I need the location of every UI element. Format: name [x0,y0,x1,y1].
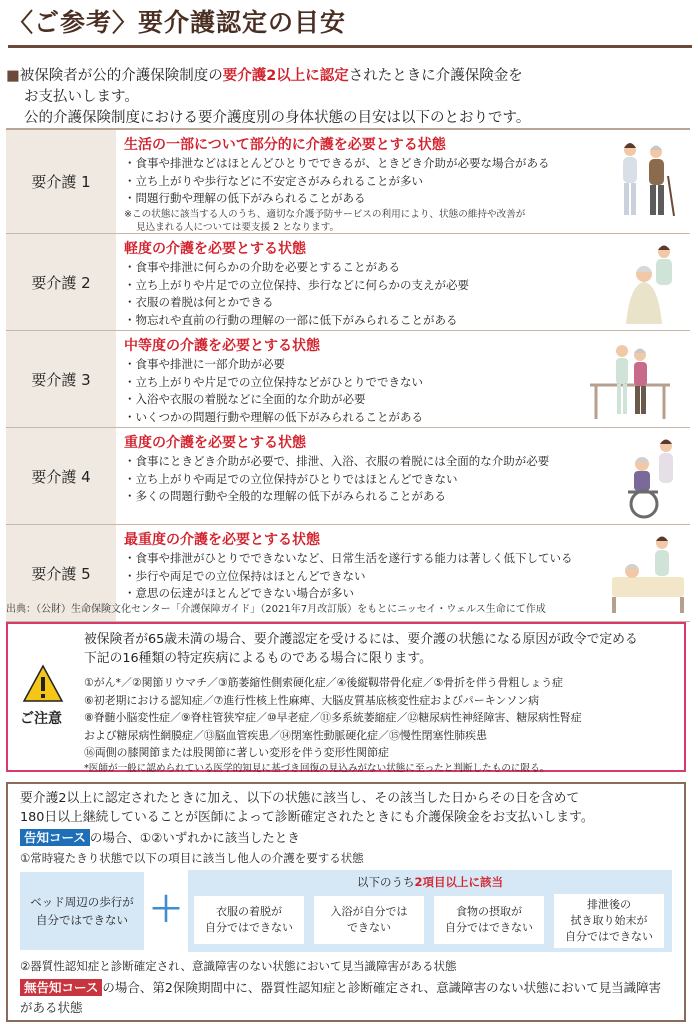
intro-text [6,66,686,129]
care-level-description [124,239,610,329]
condition-item-line: 自分ではできない [205,921,293,934]
disease-list-note: *医師が一般に認められている医学的知見に基づき回復の見込みがない状態に至ったと判断したものに限る。 [84,762,550,774]
intro-line1-post: されたときに介護保険金を [348,68,523,84]
panel-title-pre: 以下のうち [356,875,415,889]
source-citation: 出典：（公財）生命保険文化センター「介護保障ガイド」（2021年7月改訂版）をもとにニッセイ・ウェルス生命にて作成 [6,604,546,615]
caution-line: 被保険者が65歳未満の場合、要介護認定を受けるには、要介護の状態になる原因が政令で定める [84,632,638,647]
warning-icon [22,664,64,704]
square-bullet-icon: ■ [6,68,20,84]
intro-line-3: 公的介護保険制度における要介護度別の身体状態の目安は以下のとおりです。 [24,110,531,126]
care-level-description [124,135,610,234]
caution-box [6,622,686,772]
care-level-name: 要介護 1 [6,130,116,233]
care-level-bullet: ・食事や排泄に何らかの介助を必要とすることがある [124,260,400,274]
care-level-bullet: ・入浴や衣服の着脱などに全面的な介助が必要 [124,392,366,406]
condition-item-line: 排泄後の [587,898,631,911]
two-or-more-panel [188,870,672,952]
care-level-bullet: ・食事や排泄に一部介助が必要 [124,357,285,371]
panel-title-highlight: 2項目以上に該当 [414,875,503,889]
intro-highlight: 要介護2以上に認定 [222,68,349,84]
caution-label: ご注意 [20,711,62,727]
care-level-description [124,336,610,426]
care-level-note: 見込まれる人については要支援 2 となります。 [136,221,340,233]
care-level-name: 要介護 4 [6,428,116,524]
disease-list-line: ⑯両側の膝関節または股関節に著しい変形を伴う変形性関節症 [84,746,389,759]
plus-icon: ＋ [149,890,183,930]
disease-list-line: および糖尿病性網膜症／⑬脳血管疾患／⑭閉塞性動脈硬化症／⑮慢性閉塞性肺疾患 [84,728,487,742]
care-level-heading: 中等度の介護を必要とする状態 [124,338,320,354]
care-level-bullet: ・多くの問題行動や全般的な理解の低下がみられることがある [124,489,446,503]
care-level-bullet: ・意思の伝達がほとんどできない場合が多い [124,586,354,600]
caution-line: 下記の16種類の特定疾病によるものである場合に限ります。 [84,651,432,666]
care-level-bullet: ・物忘れや直前の行動の理解の一部に低下がみられることがある [124,312,458,327]
care-level-note: ※この状態に該当する人のうち、適切な介護予防サービスの利用により、状態の維持や改善が [124,208,526,220]
care-level-heading: 生活の一部について部分的に介護を必要とする状態 [124,137,446,153]
intro-line1-pre: 被保険者が公的介護保険制度の [19,68,223,84]
panel-title [188,874,672,890]
care-level-row-4 [6,428,690,525]
title-block [8,4,692,44]
bed-care-illustration-icon [608,531,688,617]
bed-walking-condition-box [20,872,144,950]
walking-assist-illustration-icon [608,136,688,222]
payment-line: 180日以上継続していることが医師によって診断確定されたときにも介護保険金をお支払いします。 [20,809,594,825]
care-level-name: 要介護 3 [6,331,116,427]
title-underline [8,45,692,48]
payment-conditions-box [6,782,686,1022]
care-level-bullet: ・歩行や両足での立位保持はほとんどできない [124,568,366,583]
care-level-bullet: ・問題行動や理解の低下がみられることがある [124,191,366,205]
no-disclosure-course-tag: 無告知コース [20,979,102,996]
course-1-text: の場合、①②いずれかに該当したとき [89,830,300,845]
caution-description [84,630,684,668]
course-2-line [20,978,661,996]
condition-item-line: できない [347,921,391,934]
condition-item-dressing [194,896,304,944]
disease-list-line: ⑥初老期における認知症／⑦進行性核上性麻痺、大脳皮質基底核変性症およびパーキンソン病 [84,693,540,707]
condition-item-eating [434,896,544,944]
care-level-row-1 [6,128,690,234]
care-level-bullet: ・立ち上がりや片足での立位保持などがひとりでできない [124,374,423,389]
intro-line-1 [6,66,686,87]
course-1-line [20,828,300,846]
payment-line: 要介護2以上に認定されたときに加え、以下の状態に該当し、その該当した日からその日を含めて [20,791,580,806]
condition-item-bathing [314,896,424,944]
payment-conditions-text [20,790,676,827]
care-level-description [124,433,610,506]
condition-item-line: 自分ではできない [565,930,653,943]
course-2-line-cont: がある状態 [20,1000,83,1015]
care-level-row-2 [6,234,690,331]
condition-item-toileting [554,894,664,948]
condition-1-line: ①常時寝たきり状態で以下の項目に該当し他人の介護を要する状態 [20,851,364,865]
care-level-bullet: ・いくつかの問題行動や理解の低下がみられることがある [124,409,423,424]
care-level-name: 要介護 2 [6,234,116,330]
care-level-bullet: ・立ち上がりや片足での立位保持、歩行などに何らかの支えが必要 [124,277,469,292]
page-title: 〈ご参考〉要介護認定の目安 [8,8,347,37]
care-level-bullet: ・食事にときどき介助が必要で、排泄、入浴、衣服の着脱には全面的な介助が必要 [124,454,550,468]
course-2-text: の場合、第2保険期間中に、器質性認知症と診断確定され、意識障害のない状態において見当識障害 [102,980,662,995]
care-level-bullet: ・衣服の着脱は何とかできる [124,295,274,309]
disease-list [84,674,684,775]
care-level-heading: 最重度の介護を必要とする状態 [124,532,320,548]
intro-line-2: お支払いします。 [24,89,139,105]
condition-2-line: ②器質性認知症と診断確定され、意識障害のない状態において見当識障害がある状態 [20,959,457,973]
condition-item-line: 衣服の着脱が [216,905,282,918]
disease-list-line: ①がん*／②関節リウマチ／③筋萎縮性側索硬化症／④後縦靱帯骨化症／⑤骨折を伴う骨粗しょう症 [84,676,563,689]
disease-list-line: ⑧脊髄小脳変性症／⑨脊柱管狭窄症／⑩早老症／⑪多系統萎縮症／⑫糖尿病性神経障害、糖尿病性腎症 [84,711,582,724]
bed-walking-line: ベッド周辺の歩行が [30,895,134,909]
hair-care-illustration-icon [608,240,688,326]
care-level-description [124,530,610,603]
care-level-table [6,128,690,622]
condition-item-line: 自分ではできない [445,921,533,934]
care-level-bullet: ・食事や排泄がひとりでできないなど、日常生活を遂行する能力は著しく低下している [124,551,573,565]
care-level-heading: 軽度の介護を必要とする状態 [124,241,306,257]
condition-item-line: 入浴が自分では [330,905,408,918]
rehabilitation-bars-illustration-icon [570,337,690,423]
bed-walking-line: 自分ではできない [36,913,128,927]
care-level-bullet: ・立ち上がりや歩行などに不安定さがみられることが多い [124,173,423,188]
care-level-name: 要介護 5 [6,525,116,621]
care-level-bullet: ・立ち上がりや両足での立位保持がひとりではほとんどできない [124,471,458,486]
care-level-heading: 重度の介護を必要とする状態 [124,435,306,451]
condition-item-line: 拭き取り始末が [570,914,648,927]
disclosure-course-tag: 告知コース [20,829,90,846]
wheelchair-illustration-icon [608,434,688,520]
condition-item-line: 食物の摂取が [456,905,522,918]
care-level-bullet: ・食事や排泄などはほとんどひとりでできるが、ときどき介助が必要な場合がある [124,156,550,170]
care-level-row-3 [6,331,690,428]
